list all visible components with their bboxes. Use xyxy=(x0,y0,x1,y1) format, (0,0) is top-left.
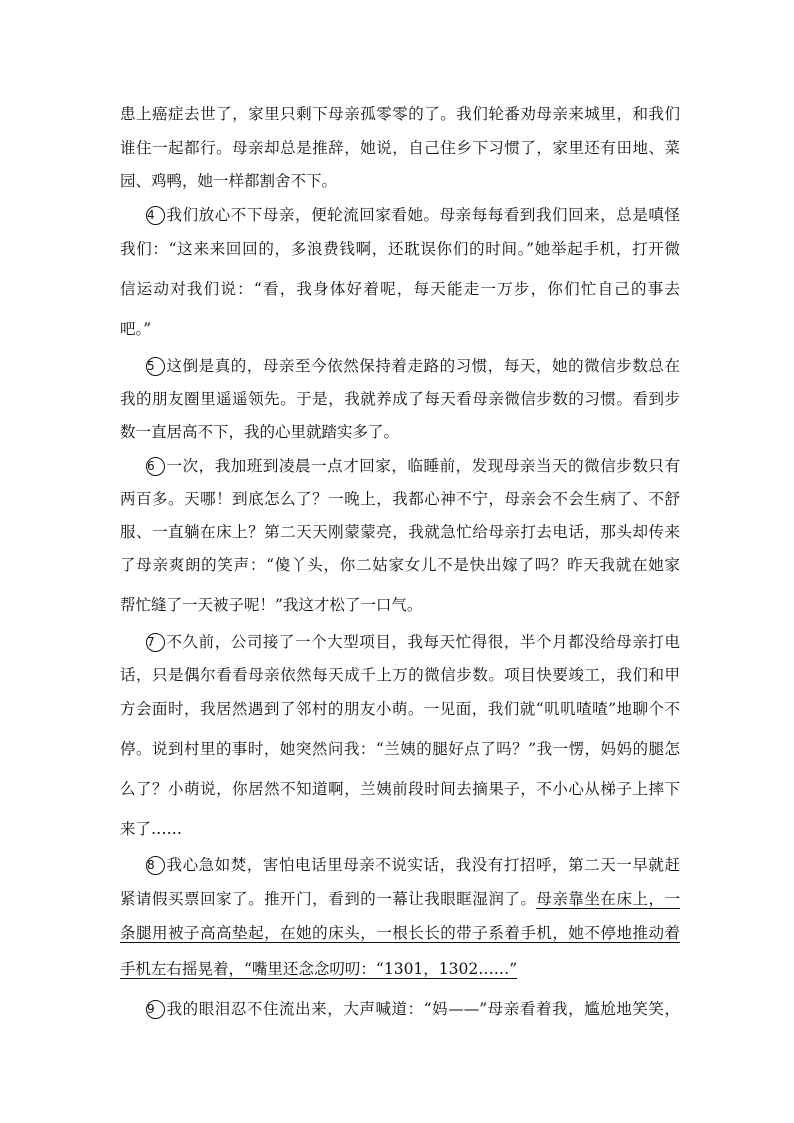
underlined-line: 条腿用被子高高垫起，在她的床头，一根长长的带子系着手机，她不停地推动着 xyxy=(120,924,680,942)
underlined-sentence: 母亲靠坐在床上，一 xyxy=(536,890,680,908)
paragraph-line: 帮忙缝了一天被子呢！”我这才松了一口气。 xyxy=(120,596,423,614)
paragraph-line: 话，只是偶尔看看母亲依然每天成千上万的微信步数。项目快要竣工，我们和甲 xyxy=(120,666,680,684)
paragraph-number-badge: 4 xyxy=(146,206,165,225)
paragraph-line: 信运动对我们说：“看，我身体好着呢，每天能走一万步，你们忙自己的事去 xyxy=(120,280,680,298)
paragraph-6-first-line: 6 一次，我加班到凌晨一点才回家，临睡前，发现母亲当天的微信步数只有 xyxy=(147,457,680,475)
paragraph-line: 停。说到村里的事时，她突然问我：“兰姨的腿好点了吗？”我一愣，妈妈的腿怎 xyxy=(120,740,680,758)
paragraph-5-first-line: 5 这倒是真的，母亲至今依然保持着走路的习惯，每天，她的微信步数总在 xyxy=(147,357,680,375)
paragraph-7-first-line: 7 不久前，公司接了一个大型项目，我每天忙得很，半个月都没给母亲打电 xyxy=(147,633,680,651)
paragraph-8-first-line: 8 我心急如焚，害怕电话里母亲不说实话，我没有打招呼，第二天一早就赶 xyxy=(147,856,680,874)
paragraph-line: 园、鸡鸭，她一样都割舍不下。 xyxy=(120,172,338,190)
paragraph-4-first-line: 4 我们放心不下母亲，便轮流回家看她。母亲每每看到我们回来，总是嗔怪 xyxy=(147,206,680,224)
paragraph-line: 了母亲爽朗的笑声：“傻丫头，你二姑家女儿不是快出嫁了吗？昨天我就在她家 xyxy=(120,556,680,574)
paragraph-line: 患上癌症去世了，家里只剩下母亲孤零零的了。我们轮番劝母亲来城里，和我们 xyxy=(120,105,680,123)
paragraph-number-badge: 6 xyxy=(146,457,165,476)
paragraph-line: 紧请假买票回家了。推开门，看到的一幕让我眼眶湿润了。母亲靠坐在床上，一 xyxy=(120,890,680,908)
paragraph-line: 数一直居高不下，我的心里就踏实多了。 xyxy=(120,423,400,441)
paragraph-number-badge: 7 xyxy=(146,633,165,652)
paragraph-line: 服、一直躺在床上？第二天天刚蒙蒙亮，我就急忙给母亲打去电话，那头却传来 xyxy=(120,523,680,541)
paragraph-line: 吧。” xyxy=(120,320,152,338)
paragraph-line: 来了…… xyxy=(120,820,183,838)
paragraph-line: 我的朋友圈里遥遥领先。于是，我就养成了每天看母亲微信步数的习惯。看到步 xyxy=(120,390,680,408)
paragraph-line: 谁住一起都行。母亲却总是推辞，她说，自己住乡下习惯了，家里还有田地、菜 xyxy=(120,139,680,157)
paragraph-line: 两百多。天哪！到底怎么了？一晚上，我都心神不宁，母亲会不会生病了、不舒 xyxy=(120,490,680,508)
paragraph-number-badge: 5 xyxy=(146,357,165,376)
paragraph-line: 方会面时，我居然遇到了邻村的朋友小萌。一见面，我们就“叽叽喳喳”地聊个不 xyxy=(120,700,680,718)
paragraph-number-badge: 8 xyxy=(146,856,165,875)
paragraph-number-badge: 9 xyxy=(146,1000,165,1019)
underlined-line: 手机左右摇晃着，“嘴里还念念叨叨：“1301，1302……” xyxy=(120,960,518,978)
paragraph-9-first-line: 9 我的眼泪忍不住流出来，大声喊道：“妈——”母亲看着我，尴尬地笑笑， xyxy=(147,1000,680,1018)
paragraph-line: 我们：“这来来回回的，多浪费钱啊，还耽误你们的时间。”她举起手机，打开微 xyxy=(120,240,680,258)
paragraph-line: 么了？小萌说，你居然不知道啊，兰姨前段时间去摘果子，不小心从梯子上摔下 xyxy=(120,780,680,798)
